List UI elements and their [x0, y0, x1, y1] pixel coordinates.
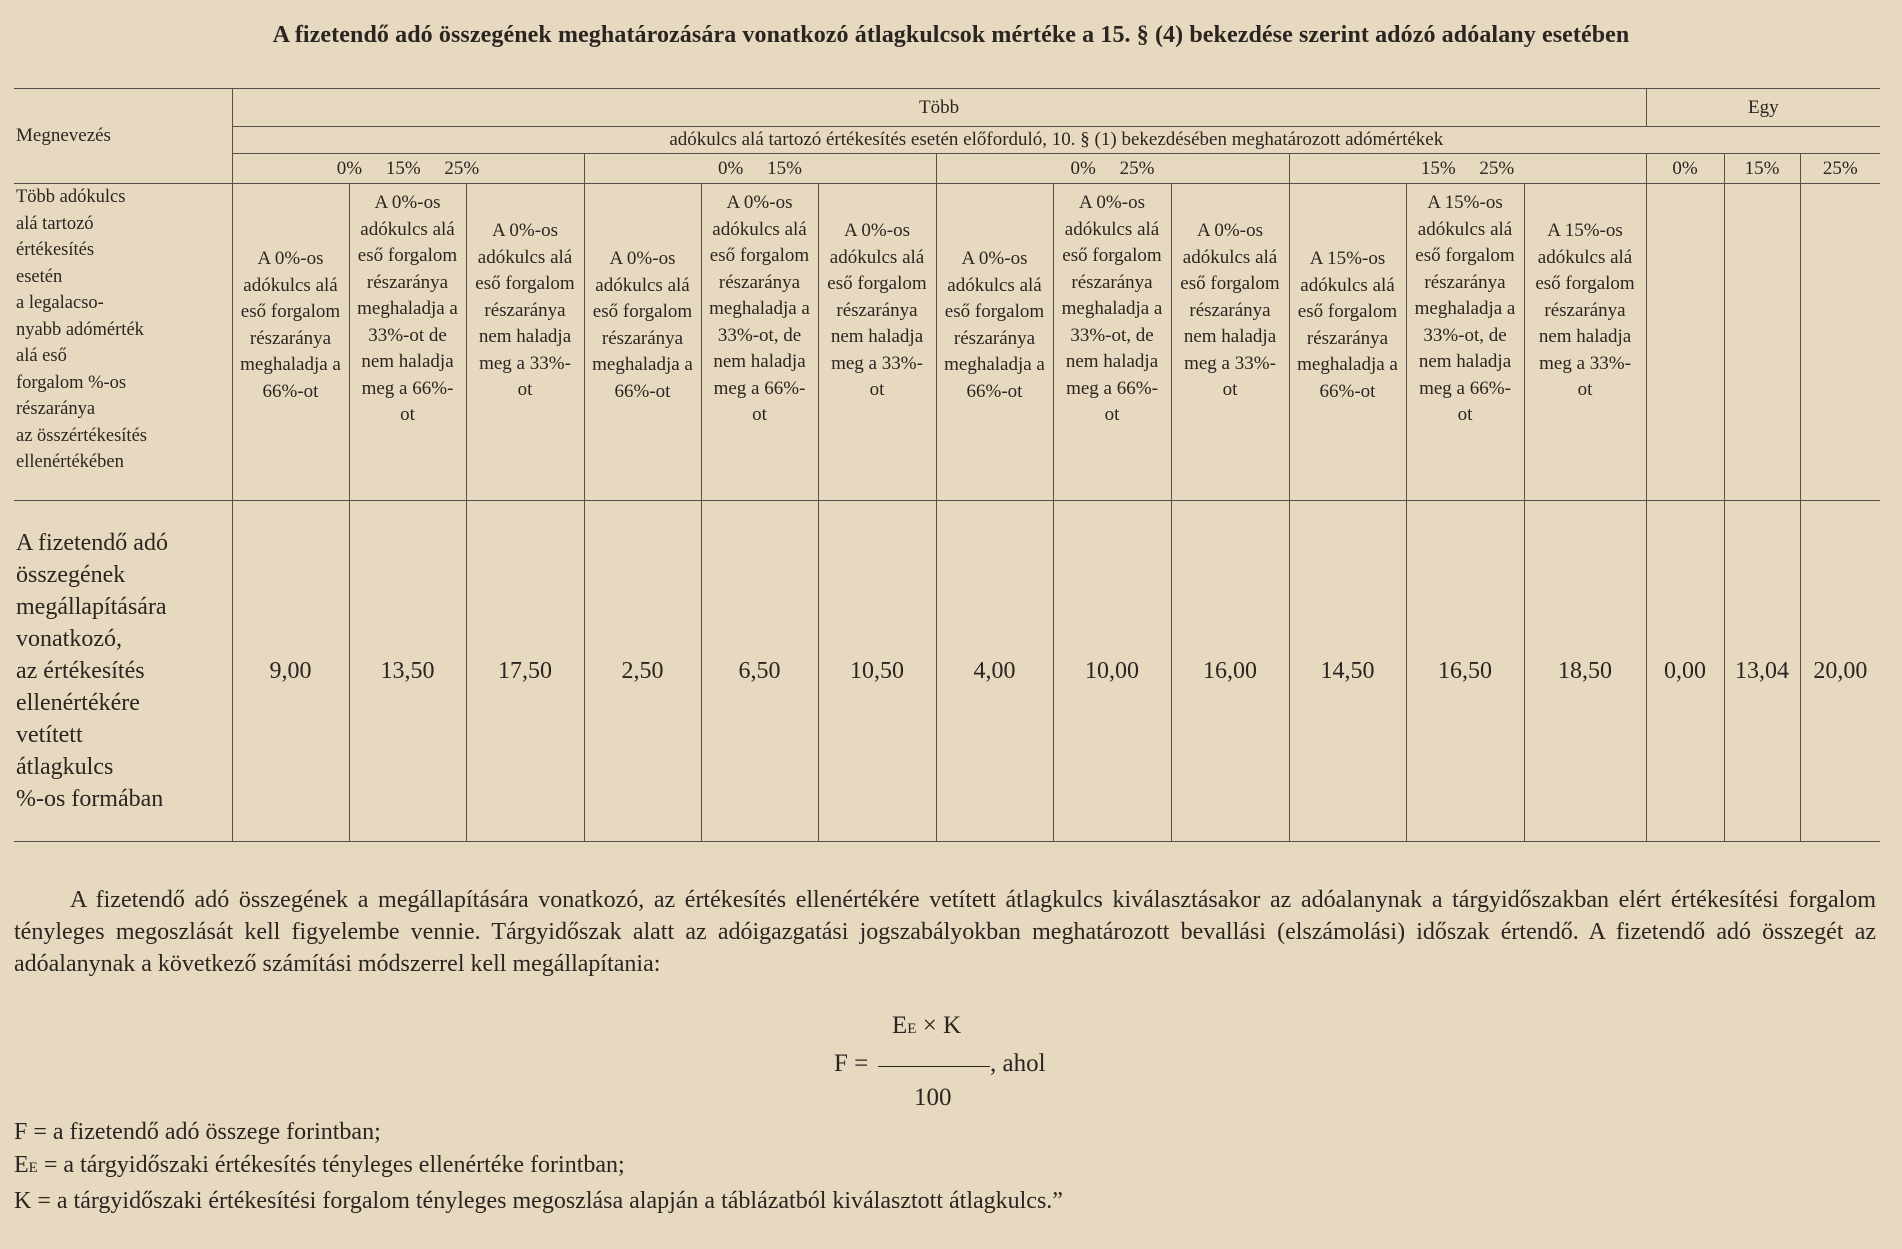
condition-cell: A 0%-os adókulcs alá eső forgalom részaránya nem haladja meg a 33%-ot — [1171, 184, 1289, 501]
condition-cell: A 0%-os adókulcs alá eső forgalom részaránya meghaladja a 33%-ot de nem haladja meg a 66%-ot — [349, 184, 466, 501]
rate-value: 18,50 — [1524, 501, 1646, 842]
condition-cell: A 15%-os adókulcs alá eső forgalom részaránya meghaladja a 66%-ot — [1289, 184, 1406, 501]
condition-cell-empty — [1646, 184, 1724, 501]
rate-group-header: 15% — [1724, 154, 1800, 184]
group-header-tobb: Több — [232, 89, 1646, 127]
group-header-egy: Egy — [1646, 89, 1880, 127]
rate-value: 2,50 — [584, 501, 701, 842]
fraction-line — [878, 1066, 990, 1067]
rate-group-header: 0% 15% 25% — [232, 154, 584, 184]
rate-value: 0,00 — [1646, 501, 1724, 842]
rate-group-header: 0% 15% — [584, 154, 936, 184]
rate-table — [14, 88, 1880, 842]
rate-value: 16,50 — [1406, 501, 1524, 842]
legend-e: EE = a tárgyidőszaki értékesítés tényleges ellenértéke forintban; — [14, 1152, 625, 1178]
condition-cell: A 0%-os adókulcs alá eső forgalom részaránya meghaladja a 33%-ot, de nem haladja meg a 66%-ot — [701, 184, 818, 501]
condition-cell-empty — [1724, 184, 1800, 501]
subgroup-header: adókulcs alá tartozó értékesítés esetén előforduló, 10. § (1) bekezdésében meghatározott adómértékek — [232, 127, 1880, 154]
formula — [830, 1012, 1070, 1112]
rate-value: 17,50 — [466, 501, 584, 842]
rate-group-header: 0% — [1646, 154, 1724, 184]
row-label-share: Több adókulcs alá tartozó értékesítés esetén a legalacso- nyabb adómérték alá eső forgalom %-os részaránya az összértékesítés ellenértékében — [14, 184, 232, 501]
condition-cell: A 0%-os adókulcs alá eső forgalom részaránya meghaladja a 66%-ot — [232, 184, 349, 501]
formula-denominator: 100 — [914, 1084, 952, 1111]
row-label-average-rate: A fizetendő adó összegének megállapítására vonatkozó, az értékesítés ellenértékére vetített átlagkulcs %-os formában — [14, 501, 232, 842]
rate-value: 10,50 — [818, 501, 936, 842]
rate-group-header: 25% — [1800, 154, 1880, 184]
rate-value: 4,00 — [936, 501, 1053, 842]
condition-cell: A 15%-os adókulcs alá eső forgalom részaránya meghaladja a 33%-ot, de nem haladja meg a 66%-ot — [1406, 184, 1524, 501]
condition-cell: A 0%-os adókulcs alá eső forgalom részaránya nem haladja meg a 33%-ot — [818, 184, 936, 501]
rate-value: 20,00 — [1800, 501, 1880, 842]
formula-ahol: , ahol — [990, 1050, 1046, 1077]
rate-value: 16,00 — [1171, 501, 1289, 842]
condition-cell: A 0%-os adókulcs alá eső forgalom részaránya meghaladja a 66%-ot — [936, 184, 1053, 501]
condition-cell: A 0%-os adókulcs alá eső forgalom részaránya nem haladja meg a 33%-ot — [466, 184, 584, 501]
rate-group-header: 0% 25% — [936, 154, 1289, 184]
condition-cell: A 0%-os adókulcs alá eső forgalom részaránya meghaladja a 33%-ot, de nem haladja meg a 66%-ot — [1053, 184, 1171, 501]
rate-value: 14,50 — [1289, 501, 1406, 842]
document-title: A fizetendő adó összegének meghatározására vonatkozó átlagkulcsok mértéke a 15. § (4) bekezdése szerint adózó adóalany esetében — [272, 22, 1630, 48]
rate-group-header: 15% 25% — [1289, 154, 1646, 184]
condition-cell-empty — [1800, 184, 1880, 501]
condition-cell: A 0%-os adókulcs alá eső forgalom részaránya meghaladja a 66%-ot — [584, 184, 701, 501]
formula-lhs: F = — [834, 1050, 869, 1077]
legend-k: K = a tárgyidőszaki értékesítési forgalom tényleges megoszlása alapján a táblázatból kiválasztott átlagkulcs.” — [14, 1188, 1063, 1214]
rate-value: 10,00 — [1053, 501, 1171, 842]
rate-value: 9,00 — [232, 501, 349, 842]
rate-value: 13,50 — [349, 501, 466, 842]
formula-numerator: EE × K — [892, 1012, 962, 1039]
explanation-paragraph: A fizetendő adó összegének a megállapítására vonatkozó, az értékesítés ellenértékére vetített átlagkulcs kiválasztásakor az adóalanynak a tárgyidőszakban elért értékesítési forgalom tényleges megoszlását kell figyelembe vennie. Tárgyidőszak alatt az adóigazgatási jogszabályokban meghatározott bevallási (elszámolási) időszak értendő. A fizetendő adó összegét az adóalanynak a következő számítási módszerrel kell megállapítania: — [14, 887, 1876, 977]
rate-value: 6,50 — [701, 501, 818, 842]
condition-cell: A 15%-os adókulcs alá eső forgalom részaránya nem haladja meg a 33%-ot — [1524, 184, 1646, 501]
name-column-header: Megnevezés — [16, 125, 111, 146]
rate-value: 13,04 — [1724, 501, 1800, 842]
formula-legend — [14, 1116, 1876, 1218]
legend-f: F = a fizetendő adó összege forintban; — [14, 1119, 381, 1145]
